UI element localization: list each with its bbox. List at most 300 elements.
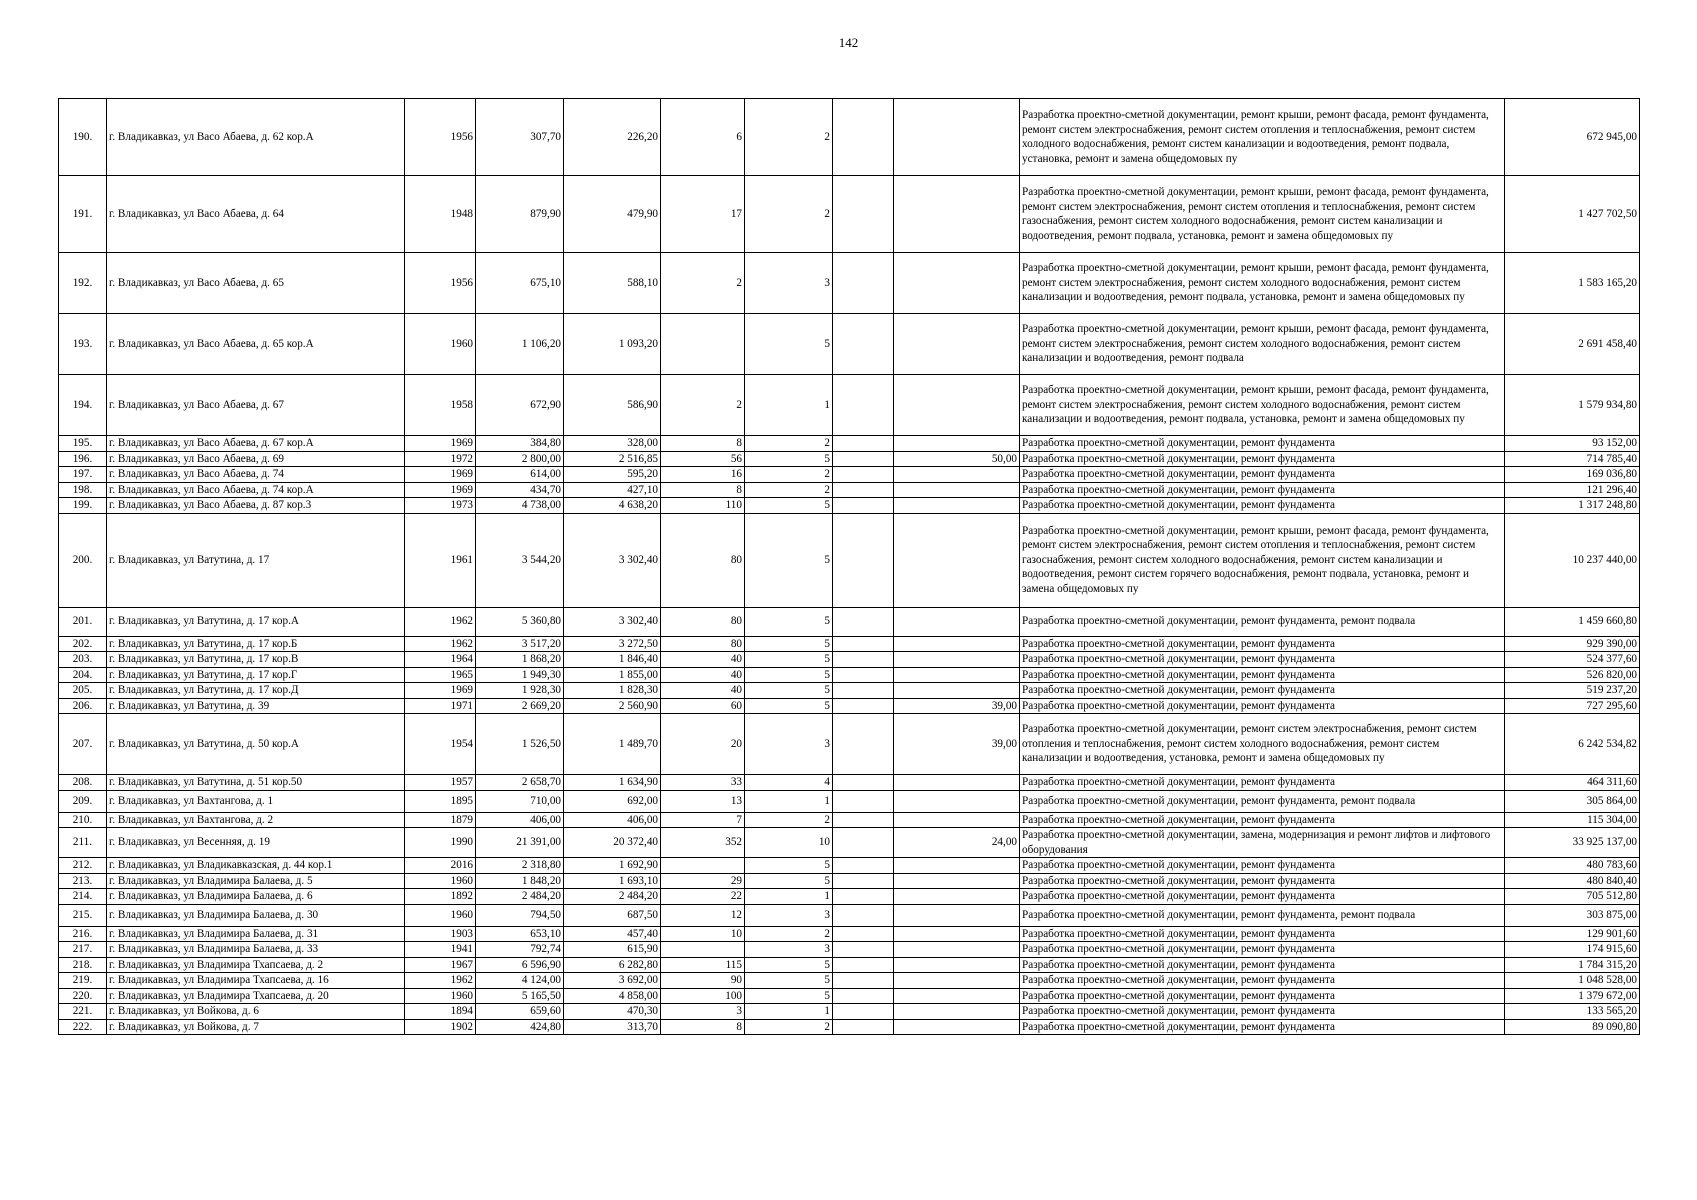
living-area-cell: 3 692,00 bbox=[564, 973, 661, 989]
total-area-cell: 5 360,80 bbox=[476, 607, 564, 636]
cost-cell: 305 864,00 bbox=[1505, 790, 1640, 812]
address-cell: г. Владикавказ, ул Васо Абаева, д. 87 кор.3 bbox=[107, 498, 405, 514]
total-area-cell: 1 106,20 bbox=[476, 314, 564, 375]
year-built-cell: 2016 bbox=[405, 858, 476, 874]
floors-cell: 1 bbox=[745, 889, 833, 905]
total-area-cell: 21 391,00 bbox=[476, 828, 564, 858]
table-row bbox=[59, 988, 1640, 1004]
count-cell: 16 bbox=[661, 467, 745, 483]
row-number: 219. bbox=[59, 973, 107, 989]
year-built-cell: 1879 bbox=[405, 812, 476, 828]
total-area-cell: 672,90 bbox=[476, 375, 564, 436]
works-description-cell: Разработка проектно-сметной документации, ремонт крыши, ремонт фасада, ремонт фундамента, ремонт систем электроснабжения, ремонт систем холодного водоснабжения, ремонт систем канализации и водоотведения, ремонт подвала, установка, ремонт и замена общедомовых пу bbox=[1020, 253, 1505, 314]
cost-cell: 2 691 458,40 bbox=[1505, 314, 1640, 375]
count-cell: 8 bbox=[661, 436, 745, 452]
works-description-cell: Разработка проектно-сметной документации, ремонт фундамента bbox=[1020, 652, 1505, 668]
floors-cell: 5 bbox=[745, 858, 833, 874]
total-area-cell: 3 517,20 bbox=[476, 636, 564, 652]
year-built-cell: 1957 bbox=[405, 775, 476, 791]
floors-cell: 5 bbox=[745, 513, 833, 607]
floors-cell: 5 bbox=[745, 973, 833, 989]
row-number: 199. bbox=[59, 498, 107, 514]
year-built-cell: 1960 bbox=[405, 904, 476, 926]
extra-value-cell bbox=[894, 513, 1020, 607]
address-cell: г. Владикавказ, ул Весенняя, д. 19 bbox=[107, 828, 405, 858]
table-row bbox=[59, 1004, 1640, 1020]
extra-value-cell bbox=[894, 482, 1020, 498]
works-description-cell: Разработка проектно-сметной документации, ремонт фундамента bbox=[1020, 926, 1505, 942]
total-area-cell: 653,10 bbox=[476, 926, 564, 942]
count-cell: 100 bbox=[661, 988, 745, 1004]
works-description-cell: Разработка проектно-сметной документации, ремонт фундамента, ремонт подвала bbox=[1020, 904, 1505, 926]
works-description-cell: Разработка проектно-сметной документации, ремонт фундамента bbox=[1020, 873, 1505, 889]
living-area-cell: 6 282,80 bbox=[564, 957, 661, 973]
address-cell: г. Владикавказ, ул Вахтангова, д. 1 bbox=[107, 790, 405, 812]
count-cell: 17 bbox=[661, 176, 745, 253]
table-body bbox=[59, 99, 1640, 1035]
cost-cell: 480 783,60 bbox=[1505, 858, 1640, 874]
works-description-cell: Разработка проектно-сметной документации, ремонт фундамента bbox=[1020, 973, 1505, 989]
row-number: 196. bbox=[59, 451, 107, 467]
row-number: 218. bbox=[59, 957, 107, 973]
living-area-cell: 1 692,90 bbox=[564, 858, 661, 874]
table-row bbox=[59, 375, 1640, 436]
cost-cell: 672 945,00 bbox=[1505, 99, 1640, 176]
cost-cell: 519 237,20 bbox=[1505, 683, 1640, 699]
row-number: 216. bbox=[59, 926, 107, 942]
row-number: 192. bbox=[59, 253, 107, 314]
extra-value-cell: 39,00 bbox=[894, 698, 1020, 714]
row-number: 203. bbox=[59, 652, 107, 668]
address-cell: г. Владикавказ, ул Ватутина, д. 39 bbox=[107, 698, 405, 714]
floors-cell: 2 bbox=[745, 436, 833, 452]
year-built-cell: 1956 bbox=[405, 99, 476, 176]
row-number: 193. bbox=[59, 314, 107, 375]
total-area-cell: 384,80 bbox=[476, 436, 564, 452]
floors-cell: 2 bbox=[745, 482, 833, 498]
count-cell: 22 bbox=[661, 889, 745, 905]
total-area-cell: 307,70 bbox=[476, 99, 564, 176]
blank-cell bbox=[833, 482, 894, 498]
row-number: 190. bbox=[59, 99, 107, 176]
blank-cell bbox=[833, 988, 894, 1004]
count-cell: 352 bbox=[661, 828, 745, 858]
extra-value-cell bbox=[894, 314, 1020, 375]
year-built-cell: 1962 bbox=[405, 636, 476, 652]
works-description-cell: Разработка проектно-сметной документации, ремонт фундамента bbox=[1020, 698, 1505, 714]
total-area-cell: 659,60 bbox=[476, 1004, 564, 1020]
works-description-cell: Разработка проектно-сметной документации, ремонт фундамента bbox=[1020, 942, 1505, 958]
living-area-cell: 427,10 bbox=[564, 482, 661, 498]
floors-cell: 5 bbox=[745, 957, 833, 973]
count-cell: 7 bbox=[661, 812, 745, 828]
living-area-cell: 1 634,90 bbox=[564, 775, 661, 791]
address-cell: г. Владикавказ, ул Васо Абаева, д. 74 кор.А bbox=[107, 482, 405, 498]
cost-cell: 1 048 528,00 bbox=[1505, 973, 1640, 989]
floors-cell: 2 bbox=[745, 1019, 833, 1035]
cost-cell: 1 784 315,20 bbox=[1505, 957, 1640, 973]
living-area-cell: 1 693,10 bbox=[564, 873, 661, 889]
row-number: 206. bbox=[59, 698, 107, 714]
blank-cell bbox=[833, 775, 894, 791]
table-row bbox=[59, 607, 1640, 636]
cost-cell: 524 377,60 bbox=[1505, 652, 1640, 668]
works-description-cell: Разработка проектно-сметной документации, ремонт фундамента, ремонт подвала bbox=[1020, 607, 1505, 636]
total-area-cell: 406,00 bbox=[476, 812, 564, 828]
row-number: 214. bbox=[59, 889, 107, 905]
living-area-cell: 4 638,20 bbox=[564, 498, 661, 514]
year-built-cell: 1892 bbox=[405, 889, 476, 905]
extra-value-cell bbox=[894, 957, 1020, 973]
blank-cell bbox=[833, 889, 894, 905]
extra-value-cell bbox=[894, 790, 1020, 812]
total-area-cell: 434,70 bbox=[476, 482, 564, 498]
cost-cell: 129 901,60 bbox=[1505, 926, 1640, 942]
row-number: 210. bbox=[59, 812, 107, 828]
works-description-cell: Разработка проектно-сметной документации, ремонт крыши, ремонт фасада, ремонт фундамента, ремонт систем электроснабжения, ремонт систем отопления и теплоснабжения, ремонт систем газоснабжения, ремонт систем холодного водоснабжения, ремонт систем канализации и водоотведения, ремонт подвала, установка, ремонт и замена общедомовых пу bbox=[1020, 176, 1505, 253]
row-number: 200. bbox=[59, 513, 107, 607]
floors-cell: 10 bbox=[745, 828, 833, 858]
blank-cell bbox=[833, 683, 894, 699]
table-row bbox=[59, 812, 1640, 828]
living-area-cell: 615,90 bbox=[564, 942, 661, 958]
floors-cell: 4 bbox=[745, 775, 833, 791]
table-row bbox=[59, 957, 1640, 973]
row-number: 202. bbox=[59, 636, 107, 652]
housing-repair-register-table bbox=[58, 98, 1640, 1035]
living-area-cell: 479,90 bbox=[564, 176, 661, 253]
row-number: 204. bbox=[59, 667, 107, 683]
year-built-cell: 1969 bbox=[405, 467, 476, 483]
cost-cell: 6 242 534,82 bbox=[1505, 714, 1640, 775]
blank-cell bbox=[833, 436, 894, 452]
cost-cell: 33 925 137,00 bbox=[1505, 828, 1640, 858]
total-area-cell: 2 800,00 bbox=[476, 451, 564, 467]
count-cell: 2 bbox=[661, 253, 745, 314]
works-description-cell: Разработка проектно-сметной документации, ремонт фундамента bbox=[1020, 775, 1505, 791]
table-row bbox=[59, 828, 1640, 858]
extra-value-cell bbox=[894, 99, 1020, 176]
extra-value-cell bbox=[894, 973, 1020, 989]
total-area-cell: 614,00 bbox=[476, 467, 564, 483]
year-built-cell: 1961 bbox=[405, 513, 476, 607]
floors-cell: 5 bbox=[745, 607, 833, 636]
extra-value-cell bbox=[894, 375, 1020, 436]
living-area-cell: 1 489,70 bbox=[564, 714, 661, 775]
floors-cell: 5 bbox=[745, 314, 833, 375]
year-built-cell: 1967 bbox=[405, 957, 476, 973]
row-number: 217. bbox=[59, 942, 107, 958]
cost-cell: 480 840,40 bbox=[1505, 873, 1640, 889]
table-row bbox=[59, 482, 1640, 498]
year-built-cell: 1902 bbox=[405, 1019, 476, 1035]
year-built-cell: 1969 bbox=[405, 683, 476, 699]
total-area-cell: 1 868,20 bbox=[476, 652, 564, 668]
address-cell: г. Владикавказ, ул Владимира Тхапсаева, д. 20 bbox=[107, 988, 405, 1004]
row-number: 221. bbox=[59, 1004, 107, 1020]
cost-cell: 1 583 165,20 bbox=[1505, 253, 1640, 314]
total-area-cell: 1 526,50 bbox=[476, 714, 564, 775]
address-cell: г. Владикавказ, ул Владимира Балаева, д. 30 bbox=[107, 904, 405, 926]
works-description-cell: Разработка проектно-сметной документации, ремонт фундамента bbox=[1020, 812, 1505, 828]
extra-value-cell bbox=[894, 607, 1020, 636]
address-cell: г. Владикавказ, ул Васо Абаева, д. 62 кор.А bbox=[107, 99, 405, 176]
cost-cell: 705 512,80 bbox=[1505, 889, 1640, 905]
blank-cell bbox=[833, 498, 894, 514]
total-area-cell: 794,50 bbox=[476, 904, 564, 926]
table-row bbox=[59, 667, 1640, 683]
floors-cell: 5 bbox=[745, 667, 833, 683]
table-row bbox=[59, 451, 1640, 467]
extra-value-cell bbox=[894, 498, 1020, 514]
blank-cell bbox=[833, 375, 894, 436]
table-row bbox=[59, 176, 1640, 253]
extra-value-cell bbox=[894, 636, 1020, 652]
cost-cell: 526 820,00 bbox=[1505, 667, 1640, 683]
blank-cell bbox=[833, 942, 894, 958]
cost-cell: 1 317 248,80 bbox=[1505, 498, 1640, 514]
year-built-cell: 1962 bbox=[405, 607, 476, 636]
table-row bbox=[59, 873, 1640, 889]
extra-value-cell bbox=[894, 652, 1020, 668]
works-description-cell: Разработка проектно-сметной документации, ремонт крыши, ремонт фасада, ремонт фундамента, ремонт систем электроснабжения, ремонт систем холодного водоснабжения, ремонт систем канализации и водоотведения, ремонт подвала bbox=[1020, 314, 1505, 375]
living-area-cell: 2 516,85 bbox=[564, 451, 661, 467]
blank-cell bbox=[833, 314, 894, 375]
blank-cell bbox=[833, 451, 894, 467]
cost-cell: 714 785,40 bbox=[1505, 451, 1640, 467]
cost-cell: 1 379 672,00 bbox=[1505, 988, 1640, 1004]
blank-cell bbox=[833, 1004, 894, 1020]
extra-value-cell bbox=[894, 1004, 1020, 1020]
count-cell: 29 bbox=[661, 873, 745, 889]
floors-cell: 1 bbox=[745, 375, 833, 436]
year-built-cell: 1962 bbox=[405, 973, 476, 989]
row-number: 215. bbox=[59, 904, 107, 926]
extra-value-cell bbox=[894, 858, 1020, 874]
floors-cell: 2 bbox=[745, 467, 833, 483]
address-cell: г. Владикавказ, ул Ватутина, д. 17 кор.Г bbox=[107, 667, 405, 683]
blank-cell bbox=[833, 714, 894, 775]
living-area-cell: 3 272,50 bbox=[564, 636, 661, 652]
blank-cell bbox=[833, 652, 894, 668]
floors-cell: 5 bbox=[745, 451, 833, 467]
works-description-cell: Разработка проектно-сметной документации, ремонт фундамента bbox=[1020, 451, 1505, 467]
table-row bbox=[59, 973, 1640, 989]
extra-value-cell: 39,00 bbox=[894, 714, 1020, 775]
address-cell: г. Владикавказ, ул Владимира Тхапсаева, д. 2 bbox=[107, 957, 405, 973]
address-cell: г. Владикавказ, ул Войкова, д. 7 bbox=[107, 1019, 405, 1035]
floors-cell: 3 bbox=[745, 714, 833, 775]
year-built-cell: 1960 bbox=[405, 314, 476, 375]
works-description-cell: Разработка проектно-сметной документации, ремонт фундамента, ремонт подвала bbox=[1020, 790, 1505, 812]
table-row bbox=[59, 652, 1640, 668]
cost-cell: 115 304,00 bbox=[1505, 812, 1640, 828]
extra-value-cell bbox=[894, 436, 1020, 452]
living-area-cell: 1 846,40 bbox=[564, 652, 661, 668]
blank-cell bbox=[833, 667, 894, 683]
row-number: 213. bbox=[59, 873, 107, 889]
extra-value-cell bbox=[894, 988, 1020, 1004]
living-area-cell: 3 302,40 bbox=[564, 607, 661, 636]
year-built-cell: 1965 bbox=[405, 667, 476, 683]
floors-cell: 5 bbox=[745, 988, 833, 1004]
address-cell: г. Владикавказ, ул Владимира Балаева, д. 5 bbox=[107, 873, 405, 889]
year-built-cell: 1971 bbox=[405, 698, 476, 714]
living-area-cell: 4 858,00 bbox=[564, 988, 661, 1004]
living-area-cell: 595,20 bbox=[564, 467, 661, 483]
row-number: 212. bbox=[59, 858, 107, 874]
year-built-cell: 1903 bbox=[405, 926, 476, 942]
table-row bbox=[59, 775, 1640, 791]
table-row bbox=[59, 858, 1640, 874]
blank-cell bbox=[833, 957, 894, 973]
count-cell: 3 bbox=[661, 1004, 745, 1020]
floors-cell: 5 bbox=[745, 636, 833, 652]
address-cell: г. Владикавказ, ул Войкова, д. 6 bbox=[107, 1004, 405, 1020]
table-row bbox=[59, 790, 1640, 812]
count-cell: 115 bbox=[661, 957, 745, 973]
address-cell: г. Владикавказ, ул Владикавказская, д. 44 кор.1 bbox=[107, 858, 405, 874]
table-row bbox=[59, 942, 1640, 958]
works-description-cell: Разработка проектно-сметной документации, ремонт фундамента bbox=[1020, 858, 1505, 874]
works-description-cell: Разработка проектно-сметной документации, ремонт фундамента bbox=[1020, 1004, 1505, 1020]
count-cell: 8 bbox=[661, 1019, 745, 1035]
total-area-cell: 2 484,20 bbox=[476, 889, 564, 905]
floors-cell: 2 bbox=[745, 812, 833, 828]
total-area-cell: 1 928,30 bbox=[476, 683, 564, 699]
address-cell: г. Владикавказ, ул Васо Абаева, д. 65 кор.А bbox=[107, 314, 405, 375]
blank-cell bbox=[833, 607, 894, 636]
works-description-cell: Разработка проектно-сметной документации, ремонт систем электроснабжения, ремонт систем отопления и теплоснабжения, ремонт систем холодного водоснабжения, ремонт систем канализации и водоотведения, установка, ремонт и замена общедомовых пу bbox=[1020, 714, 1505, 775]
table-row bbox=[59, 683, 1640, 699]
total-area-cell: 6 596,90 bbox=[476, 957, 564, 973]
floors-cell: 2 bbox=[745, 99, 833, 176]
year-built-cell: 1990 bbox=[405, 828, 476, 858]
table-row bbox=[59, 698, 1640, 714]
living-area-cell: 328,00 bbox=[564, 436, 661, 452]
works-description-cell: Разработка проектно-сметной документации, ремонт фундамента bbox=[1020, 957, 1505, 973]
address-cell: г. Владикавказ, ул Владимира Балаева, д. 6 bbox=[107, 889, 405, 905]
count-cell: 13 bbox=[661, 790, 745, 812]
cost-cell: 10 237 440,00 bbox=[1505, 513, 1640, 607]
blank-cell bbox=[833, 698, 894, 714]
living-area-cell: 1 855,00 bbox=[564, 667, 661, 683]
blank-cell bbox=[833, 926, 894, 942]
works-description-cell: Разработка проектно-сметной документации, ремонт фундамента bbox=[1020, 683, 1505, 699]
total-area-cell: 675,10 bbox=[476, 253, 564, 314]
total-area-cell: 2 669,20 bbox=[476, 698, 564, 714]
total-area-cell: 2 318,80 bbox=[476, 858, 564, 874]
count-cell: 40 bbox=[661, 652, 745, 668]
blank-cell bbox=[833, 973, 894, 989]
cost-cell: 303 875,00 bbox=[1505, 904, 1640, 926]
count-cell bbox=[661, 314, 745, 375]
count-cell: 6 bbox=[661, 99, 745, 176]
cost-cell: 464 311,60 bbox=[1505, 775, 1640, 791]
year-built-cell: 1964 bbox=[405, 652, 476, 668]
count-cell: 80 bbox=[661, 607, 745, 636]
year-built-cell: 1969 bbox=[405, 436, 476, 452]
cost-cell: 1 427 702,50 bbox=[1505, 176, 1640, 253]
blank-cell bbox=[833, 636, 894, 652]
table-row bbox=[59, 498, 1640, 514]
year-built-cell: 1958 bbox=[405, 375, 476, 436]
cost-cell: 1 459 660,80 bbox=[1505, 607, 1640, 636]
page-number: 142 bbox=[838, 35, 859, 50]
count-cell: 56 bbox=[661, 451, 745, 467]
table-row bbox=[59, 926, 1640, 942]
year-built-cell: 1895 bbox=[405, 790, 476, 812]
floors-cell: 3 bbox=[745, 904, 833, 926]
address-cell: г. Владикавказ, ул Ватутина, д. 17 кор.Б bbox=[107, 636, 405, 652]
year-built-cell: 1969 bbox=[405, 482, 476, 498]
floors-cell: 3 bbox=[745, 942, 833, 958]
table-row bbox=[59, 467, 1640, 483]
count-cell: 2 bbox=[661, 375, 745, 436]
works-description-cell: Разработка проектно-сметной документации, ремонт крыши, ремонт фасада, ремонт фундамента, ремонт систем электроснабжения, ремонт систем отопления и теплоснабжения, ремонт систем газоснабжения, ремонт систем холодного водоснабжения, ремонт систем канализации и водоотведения, ремонт систем горячего водоснабжения, ремонт подвала, установка, ремонт и замена общедомовых пу bbox=[1020, 513, 1505, 607]
cost-cell: 89 090,80 bbox=[1505, 1019, 1640, 1035]
cost-cell: 727 295,60 bbox=[1505, 698, 1640, 714]
extra-value-cell bbox=[894, 467, 1020, 483]
count-cell: 60 bbox=[661, 698, 745, 714]
count-cell bbox=[661, 858, 745, 874]
total-area-cell: 1 949,30 bbox=[476, 667, 564, 683]
row-number: 207. bbox=[59, 714, 107, 775]
extra-value-cell: 50,00 bbox=[894, 451, 1020, 467]
cost-cell: 1 579 934,80 bbox=[1505, 375, 1640, 436]
total-area-cell: 424,80 bbox=[476, 1019, 564, 1035]
extra-value-cell bbox=[894, 904, 1020, 926]
count-cell: 110 bbox=[661, 498, 745, 514]
address-cell: г. Владикавказ, ул Васо Абаева, д. 67 кор.А bbox=[107, 436, 405, 452]
blank-cell bbox=[833, 176, 894, 253]
total-area-cell: 792,74 bbox=[476, 942, 564, 958]
blank-cell bbox=[833, 513, 894, 607]
extra-value-cell bbox=[894, 812, 1020, 828]
row-number: 191. bbox=[59, 176, 107, 253]
cost-cell: 133 565,20 bbox=[1505, 1004, 1640, 1020]
row-number: 211. bbox=[59, 828, 107, 858]
floors-cell: 1 bbox=[745, 1004, 833, 1020]
count-cell: 80 bbox=[661, 513, 745, 607]
row-number: 205. bbox=[59, 683, 107, 699]
year-built-cell: 1954 bbox=[405, 714, 476, 775]
extra-value-cell: 24,00 bbox=[894, 828, 1020, 858]
count-cell: 33 bbox=[661, 775, 745, 791]
living-area-cell: 586,90 bbox=[564, 375, 661, 436]
address-cell: г. Владикавказ, ул Ватутина, д. 17 кор.Д bbox=[107, 683, 405, 699]
floors-cell: 2 bbox=[745, 926, 833, 942]
row-number: 201. bbox=[59, 607, 107, 636]
count-cell: 8 bbox=[661, 482, 745, 498]
address-cell: г. Владикавказ, ул Васо Абаева, д. 65 bbox=[107, 253, 405, 314]
works-description-cell: Разработка проектно-сметной документации, замена, модернизация и ремонт лифтов и лифтового оборудования bbox=[1020, 828, 1505, 858]
year-built-cell: 1960 bbox=[405, 873, 476, 889]
living-area-cell: 2 484,20 bbox=[564, 889, 661, 905]
year-built-cell: 1894 bbox=[405, 1004, 476, 1020]
cost-cell: 121 296,40 bbox=[1505, 482, 1640, 498]
blank-cell bbox=[833, 858, 894, 874]
blank-cell bbox=[833, 790, 894, 812]
address-cell: г. Владикавказ, ул Ватутина, д. 17 кор.А bbox=[107, 607, 405, 636]
blank-cell bbox=[833, 873, 894, 889]
works-description-cell: Разработка проектно-сметной документации, ремонт фундамента bbox=[1020, 636, 1505, 652]
address-cell: г. Владикавказ, ул Васо Абаева, д. 67 bbox=[107, 375, 405, 436]
row-number: 208. bbox=[59, 775, 107, 791]
living-area-cell: 313,70 bbox=[564, 1019, 661, 1035]
address-cell: г. Владикавказ, ул Васо Абаева, д. 69 bbox=[107, 451, 405, 467]
year-built-cell: 1941 bbox=[405, 942, 476, 958]
